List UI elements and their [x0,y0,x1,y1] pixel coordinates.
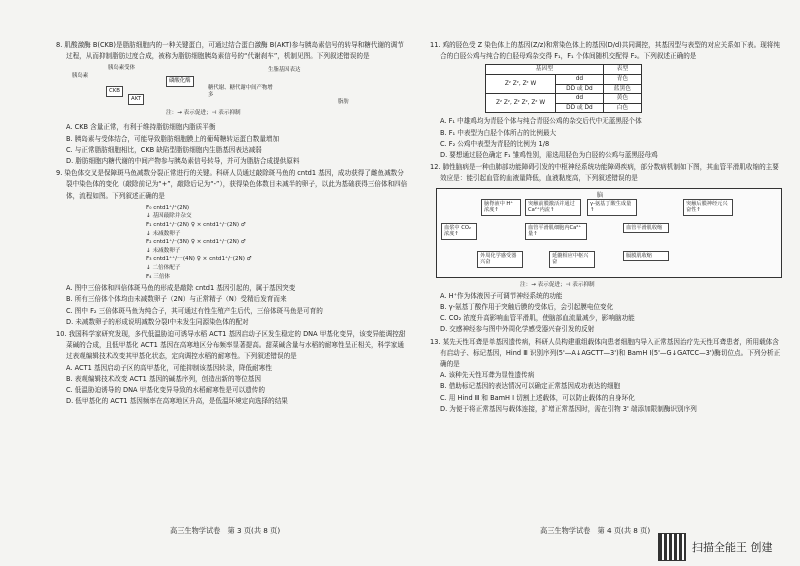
q8-option-a: A. CKB 含量正常，有利于维持脂肪细胞内脂质平衡 [66,123,216,132]
left-page [56,40,408,408]
q9-option-a: A. 图中三倍体和四倍体斑马鱼的形成是敲除 cntd1 基因引起的，属于基因突变 [66,284,296,293]
table-cell: DD 或 Dd [556,103,604,113]
ckb-label: CKB [106,86,123,97]
gene-label: 生脂基因表达 [268,67,301,74]
question-12 [430,162,782,335]
q9-option-b: B. 所有三倍体个体均由未减数卵子（2N）与正常精子（N）受精后发育而来 [66,295,287,304]
table-row [486,94,642,104]
q8-legend: 注：→ 表示促进；⊣ 表示抑制 [166,110,241,117]
q8-option-b: B. 胰岛素与受体结合，可能导致脂肪细胞膜上的葡萄糖转运蛋白数量增加 [66,134,280,143]
scanner-label: 扫描全能王 创建 [692,541,773,554]
qr-code-icon [658,533,686,561]
question-9-stem: 9. 染色体交叉是保障斑马鱼减数分裂正常进行的关键。科研人员通过敲除斑马鱼的 cntd1 基因，成功获得了雌鱼减数分裂中染色体的变化（敲除前记为“+”，敲除后记为“-”），获得染色体数目未减半的卵子，以此为基础获得三倍体和四倍体，流程如图。下列叙述正确的是 [56,169,408,200]
diaphragm-box: 膈膜肌收缩 [623,251,669,262]
q12-option-c: C. CO₂ 浓度升高影响血管平滑肌，使脑部血流量减少，影响脑功能 [440,314,635,323]
table-cell: 黄色 [603,94,641,104]
q11-option-c: C. F₂ 公鸡中表型为青胫的比例为 1/8 [440,139,550,148]
q9-flow-step: ↓ 未减数卵子 [146,247,181,254]
table-cell: dd [556,75,604,85]
q10-option-b: B. 表观编辑技术改变 ACT1 基因的碱基序列，创造出新的等位基因 [66,374,261,383]
enzyme-label: 磷酸化酶 [166,76,194,87]
genotype-table [485,64,642,113]
q10-option-c: C. 低温胁迫诱导的 DNA 甲基化变异导致的水稻耐寒性是可以遗传的 [66,386,265,394]
chemoreceptor-box: 外周化学感受器兴奋 [477,251,523,268]
right-page-footer: 高三生物学试卷 第 4 页(共 8 页) [540,526,651,535]
question-12-stem: 12. 肺性脑病是一种由肺部功能障碍引发的中枢神经系统功能障碍疾病，部分数病机制如下图，其血管平滑肌收缩的主要效应是：能引起血管的血液量降低，血液黏度高，下列叙述错误的是 [430,163,779,183]
table-cell: Zᶻ Zᶻ, Zᶻ Zᶻ, Zᶻ W [486,94,556,113]
question-10-stem: 10. 我国科学家研究发现，多代低温胁迫可诱导水稻 ACT1 基因启动子区发生稳定的 DNA 甲基化变异，该变异能调控甜菜碱的合成，且低甲基化 ACT1 基因在高寒地区分布频率显著提高。甜菜碱含量与水稻的耐寒性呈正相关，科学家通过表观编辑技术改变其甲基化状态，定向调控水稻的耐寒性。下列叙述错误的是 [56,329,406,361]
glycolysis-label: 糖代谢、糖代谢中间产物增多 [208,85,273,99]
q12-option-a: A. H⁺作为体液因子可调节神经系统的功能 [440,291,563,300]
q13-option-a: A. 该种先天性耳聋为显性遗传病 [440,371,535,380]
q9-flow-step: F₁ cntd1⁺/⁻(2N) ♀ × cntd1⁺/⁻(2N) ♂ [146,222,246,229]
q9-flow-step: ↓ 二倍体配子 [146,264,181,271]
gaba-box: γ-氨基丁酸生成量↑ [587,199,637,216]
q9-flow-step: ↓ 基因敲除并杂交 [146,213,192,220]
insulin-label: 胰岛素 [72,73,89,80]
q9-flow-step: F₄ 三倍体 [146,273,171,280]
center-box: 延髓相应中枢兴奋 [549,251,595,268]
fat-label: 脂肪 [338,99,349,106]
table-header-cell: 基因型 [486,65,604,75]
table-cell: DD 或 Dd [556,84,604,94]
q13-option-c: C. 用 Hind Ⅲ 和 BamH Ⅰ 切割上述载体，可以防止载体的自身环化 [440,393,635,402]
co2-box: 血浆中 CO₂浓度↑ [441,223,477,240]
smooth-muscle-box: 血管平滑肌细胞内Ca²⁺量↑ [525,223,587,240]
q12-legend: 注：→ 表示促进；⊣ 表示抑制 [520,281,595,288]
question-11-stem: 11. 鸡的胫色受 Z 染色体上的基因(Z/z)和常染色体上的基因(D/d)共同调控，其基因型与表型的对应关系如下表。现将纯合的白胫公鸡与纯合的白胫母鸡杂交得 F₁，F₁ 个体间随机交配得 F₂。下列叙述正确的是 [430,41,780,61]
q9-flow [146,204,408,281]
q12-option-d: D. 交感神经参与图中外周化学感受器兴奋引发的反射 [440,325,595,334]
scanner-watermark [658,533,773,561]
contract-box: 血管平滑肌收缩 [623,223,669,234]
akt-label: AKT [128,94,144,105]
q8-diagram [66,64,408,120]
ph-box: 脑脊液中 H⁺浓度↑ [481,199,521,216]
question-9 [56,168,408,328]
q9-option-d: D. 未减数卵子的形成说明减数分裂Ⅰ中未发生同源染色体的配对 [66,317,249,326]
q12-diagram [436,188,782,278]
table-cell: 蓝黑色 [603,84,641,94]
q8-option-d: D. 脂肪细胞内糖代谢的中间产物参与胰岛素信号转导，并可为脂肪合成提供原料 [66,157,300,166]
q9-flow-step: ↓ 未减数卵子 [146,230,181,237]
q11-option-b: B. F₁ 中表型为白胫个体所占的比例最大 [440,128,557,137]
right-page [430,40,782,416]
excitability-box: 突触后膜神经元兴奋性↑ [683,199,733,216]
table-cell: 青色 [603,75,641,85]
question-8-stem: 8. 肌酸激酶 B(CKB)是脂肪细胞内的一种关键蛋白，可通过结合蛋白激酶 B(AKT)参与胰岛素信号的转导和糖代谢的调节过程，从而抑制脂肪过度合成，被称为脂肪细胞胰岛素信号的“代谢刹车”，机制见图。下列叙述错误的是 [56,41,404,61]
table-row [486,75,642,85]
left-page-footer: 高三生物学试卷 第 3 页(共 8 页) [170,526,281,535]
q13-option-b: B. 借助标记基因的表达情况可以确定正常基因成功表达的细胞 [440,382,621,391]
q9-flow-step: F₃ cntd1⁺⁺/⁻⁻(4N) ♀ × cntd1⁺/⁻(2N) ♂ [146,256,252,263]
q13-option-d: D. 为便于将正常基因与载体连接，扩增正常基因时，需在引物 3' 端添加限制酶识别序列 [440,404,697,413]
table-header-row [486,65,642,75]
brain-title: 脑 [597,191,604,199]
q8-option-c: C. 与正常脂肪细胞相比，CKB 缺陷型脂肪细胞内生脂基因表达减弱 [66,145,262,154]
question-13-stem: 13. 某先天性耳聋是单基因遗传病，科研人员构建重组载体向患者细胞内导入正常基因治疗先天性耳聋患者，所用载体含有启动子、标记基因，Hind Ⅲ 识别序列(5'—A↓AGCTT—3')和 BamH Ⅰ(5'—G↓GATCC—3')酶切位点。下列分析正确的是 [430,337,781,369]
question-8 [56,40,408,167]
table-header-cell: 表型 [603,65,641,75]
calcium-box: 突触前膜激活并通过 Ca²⁺内流↑ [525,199,581,216]
table-cell: dd [556,94,604,104]
q12-option-b: B. γ-氨基丁酸作用于突触后膜的受体后，会引起膜电位变化 [440,303,614,311]
q11-option-a: A. F₁ 中雄鸡均为青胫个体与纯合青胫公鸡的杂交后代中无蓝黑胫个体 [440,117,642,126]
q11-option-d: D. 要想通过胫色确定 F₁ 雏鸡性别，需选用胫色为白胫的公鸡与蓝黑胫母鸡 [440,150,658,159]
q10-option-a: A. ACT1 基因启动子区的高甲基化，可能抑制该基因转录，降低耐寒性 [66,363,272,372]
question-13 [430,337,782,415]
question-10 [56,329,408,407]
q10-option-d: D. 低甲基化的 ACT1 基因频率在高寒地区升高，是低温环境定向选择的结果 [66,397,288,406]
question-11 [430,40,782,161]
table-cell: 白色 [603,103,641,113]
table-cell: Zᶻ Zᶻ, Zᶻ W [486,75,556,94]
q9-flow-step: F₂ cntd1⁺/⁻(3N) ♀ × cntd1⁺/⁻(2N) ♂ [146,239,246,246]
q9-option-c: C. 图中 F₂ 三倍体斑马鱼为纯合子，其可通过有性生殖产生后代，三倍体斑马鱼是可育的 [66,306,323,315]
receptor-label: 胰岛素受体 [108,65,135,72]
q9-flow-step: F₀ cntd1⁺/⁺(2N) [146,204,190,211]
